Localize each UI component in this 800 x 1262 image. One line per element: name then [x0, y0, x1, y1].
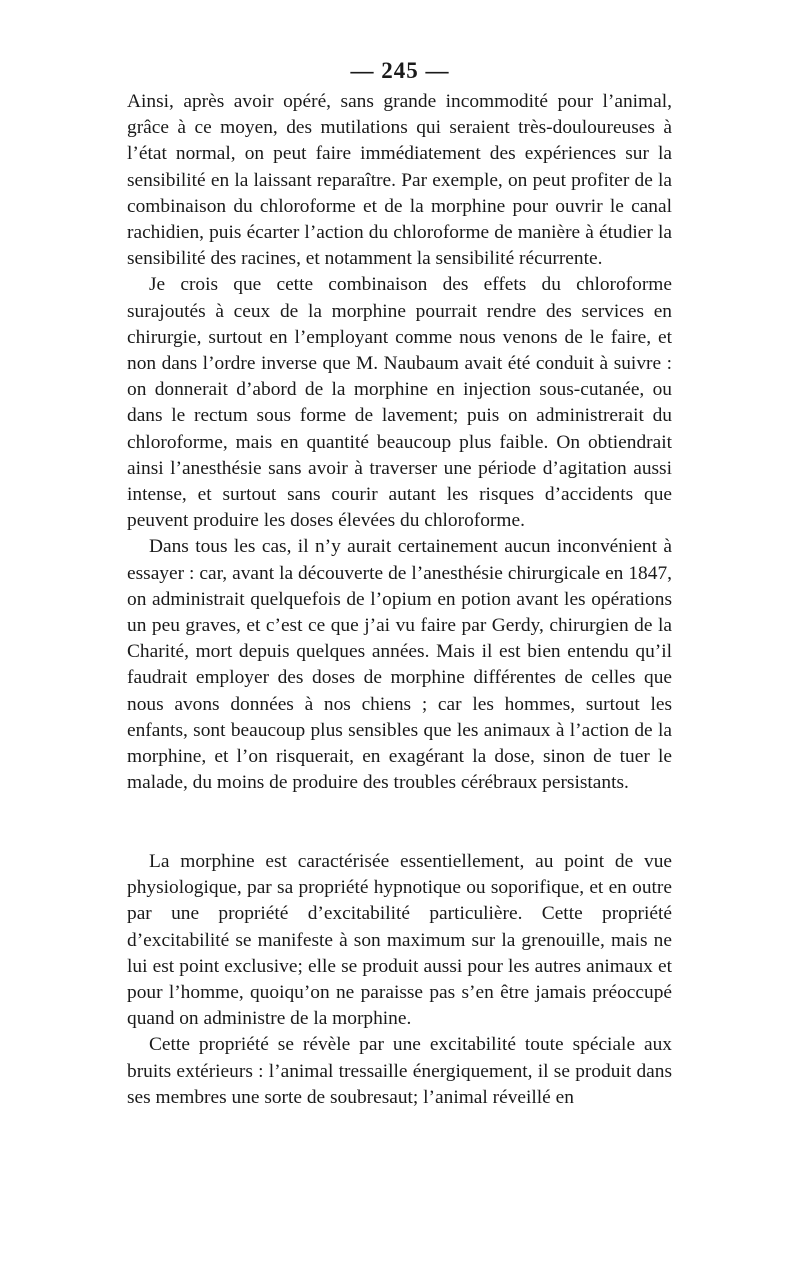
paragraph: Je crois que cette combinaison des effets du chloroforme surajoutés à ceux de la morphine pourrait rendre des services en chirurgie, surtout en l’employant comme nous venons de le faire, et non dans l’ordre inverse que M. Naubaum avait été conduit à suivre : on donnerait d’abord de la morphine en injection sous-cutanée, ou dans le rectum sous forme de lavement; puis on administrerait du chloroforme, mais en quantité beaucoup plus faible. On obtiendrait ainsi l’anesthésie sans avoir à traverser une période d’agitation aussi intense, et surtout sans courir autant les risques d’accidents que peuvent produire les doses élevées du chloroforme.	[127, 274, 672, 532]
paragraph: Ainsi, après avoir opéré, sans grande incommodité pour l’animal, grâce à ce moyen, des mutilations qui seraient très-douloureuses à l’état normal, on peut faire immédiatement des expériences sur la sensibilité en la laissant reparaître. Par exemple, on peut profiter de la combinaison du chloroforme et de la morphine pour ouvrir le canal rachidien, puis écarter l’action du chloroforme de manière à étudier la sensibilité des racines, et notamment la sensibilité récurrente.	[127, 91, 672, 270]
paragraph: Dans tous les cas, il n’y aurait certainement aucun inconvénient à essayer : car, avant la découverte de l’anesthésie chirurgicale en 1847, on administrait quelquefois de l’opium en potion avant les opérations un peu graves, et c’est ce que j’ai vu faire par Gerdy, chirurgien de la Charité, mort depuis quelques années. Mais il est bien entendu qu’il faudrait employer des doses de morphine différentes de celles que nous avons données à nos chiens ; car les hommes, surtout les enfants, sont beaucoup plus sensibles que les animaux à l’action de la morphine, et l’on risquerait, en exagérant la dose, sinon de tuer le malade, du moins de produire des troubles cérébraux persistants.	[127, 536, 672, 794]
text-block-upper	[127, 89, 672, 796]
text-block-lower	[127, 849, 672, 1111]
paragraph: Cette propriété se révèle par une excitabilité toute spéciale aux bruits extérieurs : l’animal tressaille énergiquement, il se produit dans ses membres une sorte de soubresaut; l’animal réveillé en	[127, 1034, 672, 1108]
paragraph: La morphine est caractérisée essentiellement, au point de vue physiologique, par sa propriété hypnotique ou soporifique, et en outre par une propriété d’excitabilité particulière. Cette propriété d’excitabilité se manifeste à son maximum sur la grenouille, mais ne lui est point exclusive; elle se produit aussi pour les autres animaux et pour l’homme, quoiqu’on ne paraisse pas s’en être jamais préoccupé quand on administre de la morphine.	[127, 851, 672, 1030]
page-number: — 245 —	[350, 58, 450, 83]
